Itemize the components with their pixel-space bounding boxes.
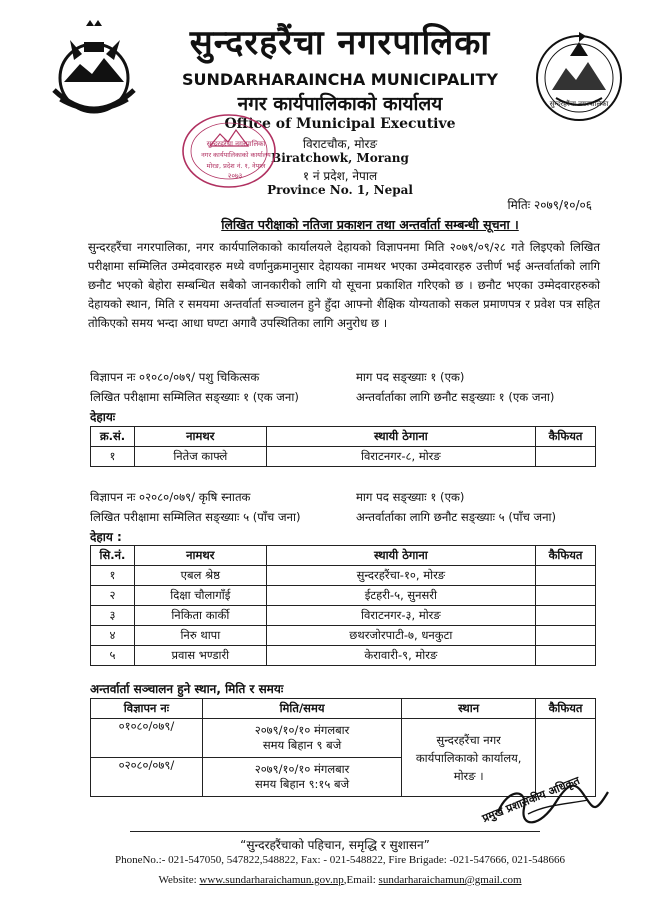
col-address: स्थायी ठेगाना (266, 546, 535, 566)
col-name: नामथर (134, 427, 266, 447)
ad1-selected: अन्तर्वार्ताका लागि छनौट सङ्ख्याः १ (एक जना) (356, 390, 555, 404)
province-english: Province No. 1, Nepal (267, 183, 413, 197)
email-label: ,Email: (343, 874, 379, 886)
col-remarks: कैफियत (536, 546, 596, 566)
col-ad-number: विज्ञापन नः (91, 699, 203, 719)
ad1-dehay-label: देहायः (90, 410, 116, 424)
email-link[interactable]: sundarharaichamun@gmail.com (378, 874, 522, 886)
stamp-text-line4: २०७३ (227, 172, 243, 180)
ad2-posts: माग पद सङ्ख्याः १ (एक) (356, 490, 465, 504)
cell-address: सुन्दरहरैंचा-१०, मोरङ (266, 566, 535, 586)
cell-ad-number: ०१०८०/०७९/ (91, 719, 203, 758)
ad1-candidates-table (90, 426, 596, 467)
ad2-dehay-label: देहाय : (90, 530, 122, 544)
ad1-appeared: लिखित परीक्षामा सम्मिलित सङ्ख्याः १ (एक जना) (90, 390, 299, 404)
stamp-text-line1: सुन्दरहरैंचा नगरपालिका (206, 140, 266, 148)
cell-serial: २ (91, 586, 135, 606)
col-remarks: कैफियत (536, 427, 596, 447)
cell-name: दिक्षा चौलागाँई (134, 586, 266, 606)
col-name: नामथर (134, 546, 266, 566)
interview-date: २०७९/१०/१० मंगलबार (254, 762, 350, 776)
table-header-row (91, 546, 596, 566)
interview-time: समय बिहान ९ बजे (262, 738, 342, 752)
interview-heading: अन्तर्वार्ता सञ्चालन हुने स्थान, मिति र समयः (90, 682, 284, 696)
notice-date: मितिः २०७९/१०/०६ (507, 198, 592, 212)
table-header-row (91, 699, 596, 719)
notice-body: सुन्दरहरैंचा नगरपालिका, नगर कार्यपालिकाको कार्यालयले देहायको विज्ञापनमा मिति २०७९/०९/२८ गते लिइएको लिखित परीक्षामा सम्मिलित उम्मेदवारहरु मध्ये वर्णानुक्रमानुसार देहायका नामथर भएका उम्मेदवारहरु उत्तीर्ण भई अन्तर्वार्ताको लागि छनौट भएको बेहोरा सम्बन्धित सबैको जानकारीको लागि यो सूचना प्रकाशित गरिएको छ । छनौट भएका उम्मेदवारहरुको देहायको स्थान, मिति र समयमा अन्तर्वार्ता सञ्चालन हुने हुँदा आफ्नो शैक्षिक योग्यताको सकल प्रमाणपत्र र प्रवेश पत्र सहित तोकिएको समय भन्दा आधा घण्टा अगावै उपस्थितिका लागि अनुरोध छ । (88, 240, 601, 330)
venue-line1: सुन्दरहरैंचा नगर (436, 732, 501, 747)
cell-serial: १ (91, 447, 135, 467)
table-row (91, 626, 596, 646)
table-row (91, 646, 596, 666)
website-label: Website: (158, 874, 200, 886)
interview-date: २०७९/१०/१० मंगलबार (254, 723, 350, 737)
cell-serial: १ (91, 566, 135, 586)
address-english: Biratchowk, Morang (271, 151, 409, 165)
cell-address: छथरजोरपाटी-७, धनकुटा (266, 626, 535, 646)
province-nepali: १ नं प्रदेश, नेपाल (302, 169, 378, 183)
cell-address: विराटनगर-३, मोरङ (266, 606, 535, 626)
col-serial: सि.नं. (91, 546, 135, 566)
cell-address: ईटहरी-५, सुनसरी (266, 586, 535, 606)
table-header-row (91, 427, 596, 447)
cell-name: निरु थापा (134, 626, 266, 646)
stamp-text-line2: नगर कार्यपालिकाको कार्यालय (201, 151, 271, 159)
office-title-english: Office of Municipal Executive (224, 116, 456, 132)
notice-subject: लिखित परीक्षाको नतिजा प्रकाशन तथा अन्तर्वार्ता सम्बन्धी सूचना । (221, 217, 519, 232)
cell-remarks (536, 566, 596, 586)
col-date-time: मिति/समय (202, 699, 401, 719)
col-serial: क्र.सं. (91, 427, 135, 447)
cell-remarks (536, 606, 596, 626)
cell-serial: ५ (91, 646, 135, 666)
government-emblem-icon (40, 20, 148, 130)
footer-phone: PhoneNo.:- 021-547050, 547822,548822, Fax: - 021-548822, Fire Brigade: -021-547666, 021-548666 (114, 854, 566, 866)
cell-ad-number: ०२०८०/०७९/ (91, 758, 203, 797)
address-nepali: विराटचौक, मोरङ (302, 137, 378, 151)
table-row (91, 586, 596, 606)
venue-line2: कार्यपालिकाको कार्यालय, (415, 750, 522, 765)
cell-name: एबल श्रेष्ठ (134, 566, 266, 586)
cell-remarks (536, 646, 596, 666)
cell-name: प्रवास भण्डारी (134, 646, 266, 666)
website-link[interactable]: www.sundarharaichamun.gov.np (199, 874, 344, 886)
ad2-selected: अन्तर्वार्ताका लागि छनौट सङ्ख्याः ५ (पाँच जना) (356, 510, 557, 524)
stamp-text-line3: मोरङ, प्रदेश नं. १, नेपाल (206, 162, 266, 170)
venue-line3: मोरङ । (453, 768, 484, 783)
municipality-logo-icon (530, 28, 628, 124)
cell-name: नितेज काफ्ले (134, 447, 266, 467)
table-row (91, 566, 596, 586)
footer-motto: “सुन्दरहरैंचाको पहिचान, समृद्धि र सुशासन” (130, 831, 540, 853)
cell-remarks (536, 626, 596, 646)
signature-title: प्रमुख प्रशासकीय अधिकृत (480, 773, 582, 825)
ad2-number: विज्ञापन नः ०२०८०/०७९/ कृषि स्नातक (90, 490, 251, 504)
ad1-number: विज्ञापन नः ०१०८०/०७९/ पशु चिकित्सक (90, 370, 260, 384)
office-title-nepali: नगर कार्यपालिकाको कार्यालय (237, 93, 443, 115)
cell-date-time (202, 758, 401, 797)
cell-serial: ४ (91, 626, 135, 646)
emblem-caption: सुन्दरहरैंचा नगरपालिका (549, 100, 609, 108)
ad2-candidates-table (90, 545, 596, 666)
cell-remarks (536, 586, 596, 606)
cell-serial: ३ (91, 606, 135, 626)
col-venue: स्थान (402, 699, 536, 719)
cell-address: केरावारी-९, मोरङ (266, 646, 535, 666)
col-address: स्थायी ठेगाना (266, 427, 535, 447)
table-row (91, 447, 596, 467)
footer-web (60, 874, 620, 886)
ad1-posts: माग पद सङ्ख्याः १ (एक) (356, 370, 465, 384)
cell-address: विराटनगर-८, मोरङ (266, 447, 535, 467)
table-row (91, 719, 596, 758)
cell-date-time (202, 719, 401, 758)
interview-time: समय बिहान ९:१५ बजे (254, 777, 350, 791)
municipality-title-nepali: सुन्दरहरैंचा नगरपालिका (189, 23, 491, 63)
municipality-title-english: SUNDARHARAINCHA MUNICIPALITY (181, 70, 499, 89)
ad2-appeared: लिखित परीक्षामा सम्मिलित सङ्ख्याः ५ (पाँच जना) (90, 510, 301, 524)
col-remarks: कैफियत (536, 699, 596, 719)
table-row (91, 606, 596, 626)
cell-remarks (536, 447, 596, 467)
cell-name: निकिता कार्की (134, 606, 266, 626)
